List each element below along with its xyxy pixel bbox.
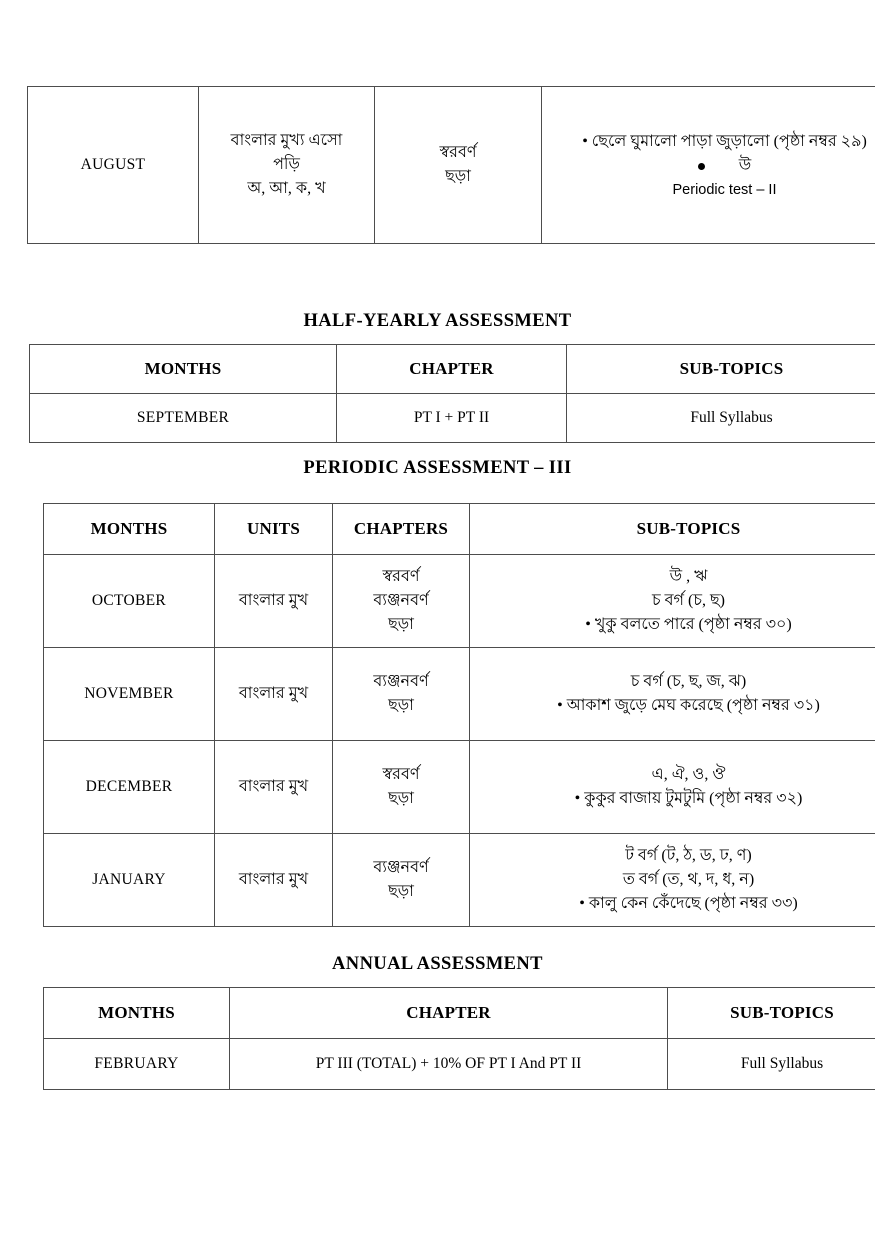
annual-chapter: PT III (TOTAL) + 10% OF PT I And PT II xyxy=(230,1039,668,1090)
august-chapter-cell xyxy=(375,87,542,244)
subtopic-line-3: • খুকু বলতে পারে (পৃষ্ঠা নম্বর ৩০) xyxy=(585,616,792,633)
periodic-three-table xyxy=(43,503,875,927)
periodic-three-table-container xyxy=(43,503,863,927)
chapter-line-2: ছড়া xyxy=(388,697,414,714)
periodic-unit-december xyxy=(215,741,333,834)
periodic-chapters-january xyxy=(333,834,470,927)
header-subtopics: SUB-TOPICS xyxy=(668,988,875,1039)
chapter-line-3: ছড়া xyxy=(388,616,414,633)
periodic-month-november: NOVEMBER xyxy=(44,648,215,741)
subtopic-line-1: চ বর্গ (চ, ছ, জ, ঝ) xyxy=(630,673,747,690)
chapter-line-1: স্বরবর্ণ xyxy=(382,568,420,585)
header-months: MONTHS xyxy=(30,345,337,394)
august-unit-line-2: পড়ি xyxy=(273,156,300,173)
periodic-subtopics-december xyxy=(470,741,875,834)
periodic-unit-october xyxy=(215,555,333,648)
table-row xyxy=(44,1039,875,1090)
half-yearly-table xyxy=(29,344,875,443)
half-yearly-table-container xyxy=(29,344,863,443)
unit-text: বাংলার মুখ xyxy=(238,871,309,888)
annual-table-container xyxy=(43,987,863,1090)
periodic-chapters-october xyxy=(333,555,470,648)
subtopic-line-3: • কালু কেন কেঁদেছে (পৃষ্ঠা নম্বর ৩৩) xyxy=(579,895,798,912)
unit-text: বাংলার মুখ xyxy=(238,685,309,702)
table-row xyxy=(44,741,875,834)
august-table-container xyxy=(27,86,867,244)
header-units: UNITS xyxy=(215,504,333,555)
header-chapter: CHAPTER xyxy=(337,345,567,394)
half-yearly-chapter: PT I + PT II xyxy=(337,394,567,443)
subtopic-line-2: চ বর্গ (চ, ছ) xyxy=(651,592,725,609)
table-header-row xyxy=(44,988,875,1039)
subtopic-line-2: • আকাশ জুড়ে মেঘ করেছে (পৃষ্ঠা নম্বর ৩১) xyxy=(557,697,820,714)
table-row xyxy=(44,555,875,648)
subtopic-line-1: ট বর্গ (ট, ঠ, ড, ঢ, ণ) xyxy=(625,847,752,864)
table-header-row xyxy=(30,345,875,394)
august-subtopic-3: Periodic test – II xyxy=(672,181,777,198)
header-months: MONTHS xyxy=(44,504,215,555)
periodic-subtopics-november xyxy=(470,648,875,741)
periodic-month-october: OCTOBER xyxy=(44,555,215,648)
august-table xyxy=(27,86,875,244)
table-row xyxy=(44,834,875,927)
periodic-three-heading: PERIODIC ASSESSMENT – III xyxy=(303,458,572,478)
periodic-subtopics-january xyxy=(470,834,875,927)
chapter-line-2: ছড়া xyxy=(388,883,414,900)
bullet-icon xyxy=(698,163,705,170)
august-unit-line-1: বাংলার মুখ্য এসো xyxy=(230,132,343,149)
annual-month: FEBRUARY xyxy=(44,1039,230,1090)
chapter-line-1: ব্যঞ্জনবর্ণ xyxy=(373,859,429,876)
table-row xyxy=(30,394,875,443)
august-subtopic-2-row xyxy=(553,154,875,178)
chapter-line-1: ব্যঞ্জনবর্ণ xyxy=(373,673,429,690)
subtopic-line-2: ত বর্গ (ত, থ, দ, ধ, ন) xyxy=(622,871,755,888)
august-chapter-line-1: স্বরবর্ণ xyxy=(439,144,477,161)
chapter-line-2: ব্যঞ্জনবর্ণ xyxy=(373,592,429,609)
subtopic-line-1: উ , ঋ xyxy=(669,568,708,585)
table-header-row xyxy=(44,504,875,555)
august-month-cell: AUGUST xyxy=(28,87,199,244)
header-subtopics: SUB-TOPICS xyxy=(567,345,875,394)
annual-heading: ANNUAL ASSESSMENT xyxy=(332,954,543,974)
half-yearly-month: SEPTEMBER xyxy=(30,394,337,443)
periodic-month-december: DECEMBER xyxy=(44,741,215,834)
subtopic-line-1: এ, ঐ, ও, ঔ xyxy=(651,766,726,783)
periodic-chapters-november xyxy=(333,648,470,741)
table-row xyxy=(44,648,875,741)
august-subtopic-2: উ xyxy=(738,156,752,174)
table-row xyxy=(28,87,875,244)
half-yearly-heading: HALF-YEARLY ASSESSMENT xyxy=(303,311,572,331)
august-chapter-line-2: ছড়া xyxy=(445,168,471,185)
annual-table xyxy=(43,987,875,1090)
unit-text: বাংলার মুখ xyxy=(238,778,309,795)
august-unit-line-3: অ, আ, ক, খ xyxy=(247,180,326,197)
header-chapter: CHAPTER xyxy=(230,988,668,1039)
chapter-line-1: স্বরবর্ণ xyxy=(382,766,420,783)
august-subtopic-1: • ছেলে ঘুমালো পাড়া জুড়ালো (পৃষ্ঠা নম্বর ২৯) xyxy=(582,132,867,150)
periodic-subtopics-october xyxy=(470,555,875,648)
header-months: MONTHS xyxy=(44,988,230,1039)
header-subtopics: SUB-TOPICS xyxy=(470,504,875,555)
unit-text: বাংলার মুখ xyxy=(238,592,309,609)
header-chapters: CHAPTERS xyxy=(333,504,470,555)
half-yearly-subtopics: Full Syllabus xyxy=(567,394,875,443)
annual-subtopics: Full Syllabus xyxy=(668,1039,875,1090)
chapter-line-2: ছড়া xyxy=(388,790,414,807)
periodic-unit-november xyxy=(215,648,333,741)
august-subtopics-cell xyxy=(542,87,875,244)
subtopic-line-2: • কুকুর বাজায় টুমটুমি (পৃষ্ঠা নম্বর ৩২) xyxy=(574,790,803,807)
periodic-month-january: JANUARY xyxy=(44,834,215,927)
periodic-chapters-december xyxy=(333,741,470,834)
august-unit-cell xyxy=(199,87,375,244)
periodic-unit-january xyxy=(215,834,333,927)
